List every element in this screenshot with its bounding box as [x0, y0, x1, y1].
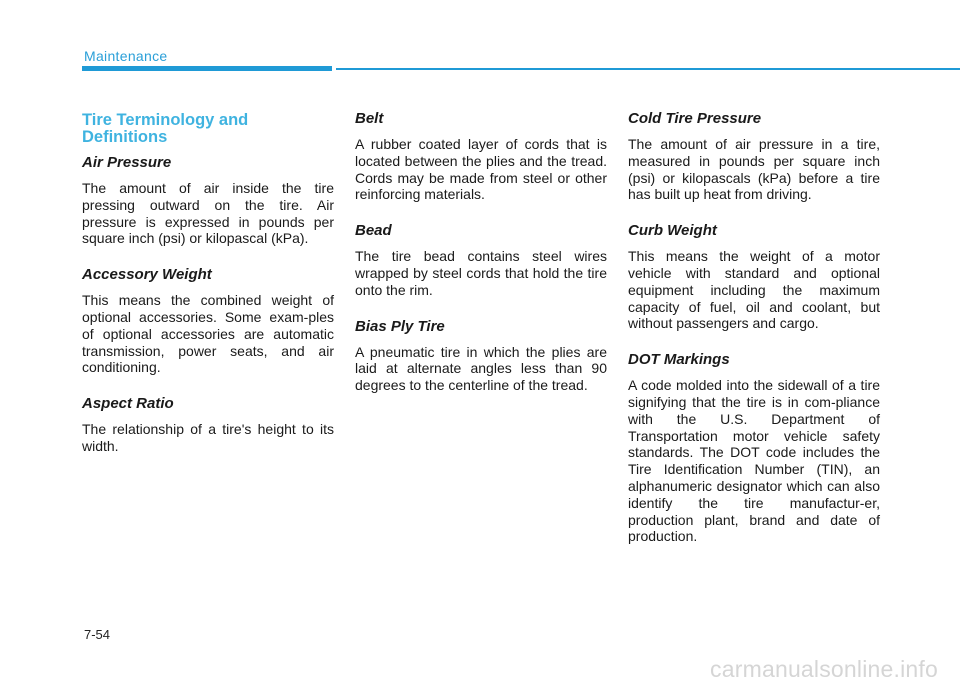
- term-definition: The relationship of a tire's height to its width.: [82, 421, 334, 454]
- header-title: Maintenance: [84, 48, 168, 64]
- term-definition: This means the weight of a motor vehicle with standard and optional equipment including the maximum capacity of fuel, oil and coolant, but without passengers and cargo.: [628, 248, 880, 332]
- section-title: Tire Terminology and Definitions: [82, 111, 249, 146]
- term-definition: The amount of air inside the tire pressing outward on the tire. Air pressure is expressed in pounds per square inch (psi) or kilopascal (kPa).: [82, 180, 334, 247]
- term-heading: Aspect Ratio: [82, 395, 174, 413]
- header-rule-thin: [336, 68, 960, 70]
- header-rule-thick: [82, 66, 332, 71]
- term-definition: A rubber coated layer of cords that is located between the plies and the tread. Cords may be made from steel or other reinforcing materials.: [355, 136, 607, 203]
- term-definition: A pneumatic tire in which the plies are laid at alternate angles less than 90 degrees to the centerline of the tread.: [355, 343, 607, 394]
- column-1: [82, 110, 334, 474]
- term-heading: Cold Tire Pressure: [628, 110, 762, 127]
- page-number: 7-54: [84, 627, 111, 642]
- term-heading: DOT Markings: [628, 351, 730, 369]
- term-heading: Bead: [355, 222, 392, 240]
- term-heading: Accessory Weight: [82, 266, 212, 284]
- term-definition: The amount of air pressure in a tire, measured in pounds per square inch (psi) or kilopascals (kPa) before a tire has built up heat from driving.: [628, 136, 880, 203]
- term-definition: This means the combined weight of optional accessories. Some exam-ples of optional accessories are automatic transmission, power seats, and air conditioning.: [82, 292, 334, 376]
- column-3: [628, 110, 880, 564]
- term-definition: A code molded into the sidewall of a tire signifying that the tire is in com-pliance with the U.S. Department of Transportation motor vehicle safety standards. The DOT code includes the Tire Identification Number (TIN), an alphanumeric designator which can also identify the tire manufactur-er, production plant, brand and date of production.: [628, 377, 880, 545]
- watermark-text: carmanualsonline.info: [710, 656, 938, 682]
- term-heading: Air Pressure: [82, 154, 172, 171]
- term-heading: Curb Weight: [628, 222, 717, 240]
- term-heading: Belt: [355, 110, 384, 127]
- term-definition: The tire bead contains steel wires wrapped by steel cords that hold the tire onto the rim.: [355, 248, 607, 298]
- column-2: [355, 110, 607, 413]
- term-heading: Bias Ply Tire: [355, 317, 445, 335]
